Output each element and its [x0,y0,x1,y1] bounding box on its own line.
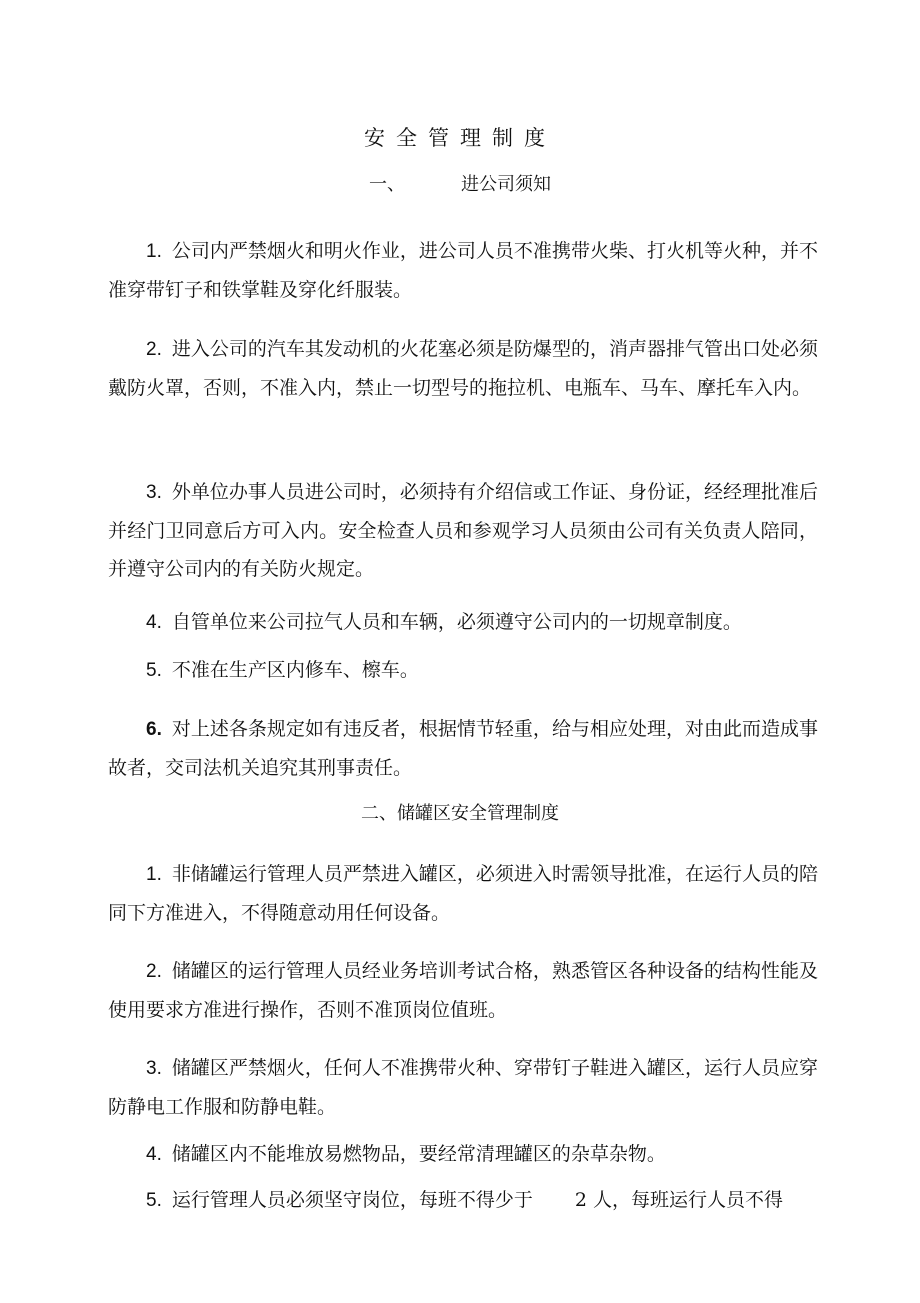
paragraph-2-3 [108,1049,818,1126]
paragraph-2-1 [108,855,818,932]
paragraph-1-3 [108,473,818,588]
item-number: 5. [146,660,162,681]
paragraph-2-5 [108,1181,818,1220]
item-number: 3. [146,482,162,503]
section-heading-1 [0,172,920,198]
item-number: 5. [146,1190,162,1211]
item-text: 非储罐运行管理人员严禁进入罐区，必须进入时需领导批准，在运行人员的陪同下方准进入，不得随意动用任何设备。 [108,863,818,924]
paragraph-1-2 [108,330,818,407]
item-number: 4. [146,612,162,633]
item-text: 储罐区的运行管理人员经业务培训考试合格，熟悉管区各种设备的结构性能及使用要求方准进行操作，否则不准顶岗位值班。 [108,960,818,1021]
paragraph-2-4 [108,1135,818,1174]
item-text-b: 2 人，每班运行人员不得 [574,1189,784,1211]
item-number: 1. [146,241,162,262]
paragraph-2-2 [108,952,818,1029]
item-text: 自管单位来公司拉气人员和车辆，必须遵守公司内的一切规章制度。 [171,611,742,633]
paragraph-1-5 [108,651,818,690]
paragraph-1-4 [108,603,818,642]
item-number: 3. [146,1058,162,1079]
item-number: 6. [146,719,162,740]
item-text: 外单位办事人员进公司时，必须持有介绍信或工作证、身份证，经经理批准后并经门卫同意后方可入内。安全检查人员和参观学习人员须由公司有关负责人陪同，并遵守公司内的有关防火规定。 [108,481,818,580]
item-number: 2. [146,961,162,982]
item-text: 进入公司的汽车其发动机的火花塞必须是防爆型的，消声器排气管出口处必须戴防火罩，否则，不准入内，禁止一切型号的拖拉机、电瓶车、马车、摩托车入内。 [108,338,818,399]
document-title: 安全管理制度 [364,126,556,150]
item-number: 1. [146,864,162,885]
section-number: 一、 [369,174,405,195]
paragraph-1-1 [108,232,818,309]
item-text: 对上述各条规定如有违反者，根据情节轻重，给与相应处理，对由此而造成事故者，交司法机关追究其刑事责任。 [108,718,818,779]
item-text: 储罐区内不能堆放易燃物品，要经常清理罐区的杂草杂物。 [171,1143,666,1165]
item-text-a: 运行管理人员必须坚守岗位，每班不得少于 [171,1189,533,1211]
item-text: 公司内严禁烟火和明火作业，进公司人员不准携带火柴、打火机等火种，并不准穿带钉子和铁掌鞋及穿化纤服装。 [108,240,818,301]
section-label: 进公司须知 [461,174,551,195]
item-number: 2. [146,339,162,360]
item-text: 储罐区严禁烟火，任何人不准携带火种、穿带钉子鞋进入罐区，运行人员应穿防静电工作服和防静电鞋。 [108,1057,818,1118]
section-heading-2: 二、储罐区安全管理制度 [361,803,559,824]
item-number: 4. [146,1144,162,1165]
paragraph-1-6 [108,710,818,787]
item-text: 不准在生产区内修车、檫车。 [171,659,419,681]
